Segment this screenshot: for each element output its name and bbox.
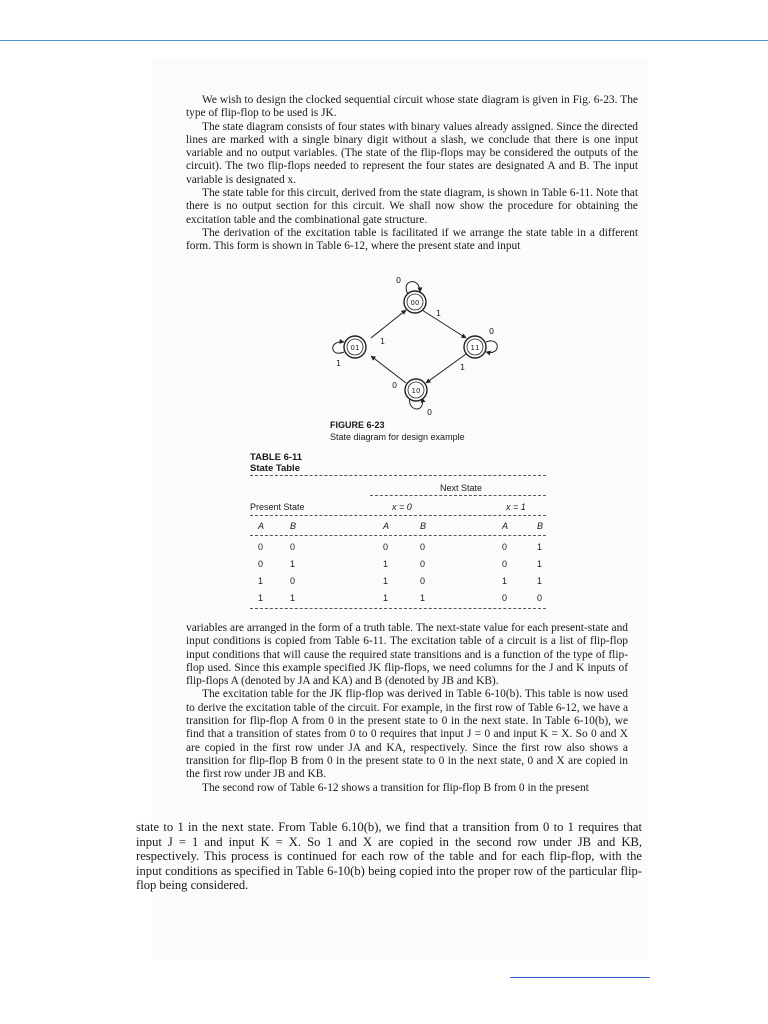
table-cell: 1 <box>502 576 508 586</box>
figure-number: FIGURE 6-23 <box>330 420 385 430</box>
label-11-10: 1 <box>460 363 466 372</box>
label-self-10: 0 <box>427 408 433 417</box>
table-title: State Table <box>250 463 300 474</box>
table-cell: 0 <box>502 559 508 569</box>
x0-header: x = 0 <box>392 502 412 512</box>
table-cell: 0 <box>420 576 426 586</box>
table-cell: 1 <box>383 593 389 603</box>
intro-text <box>186 94 638 254</box>
table-cell: 0 <box>258 559 264 569</box>
next-state-header: Next State <box>440 483 483 493</box>
table-cell: 1 <box>290 593 296 603</box>
table-cell: 0 <box>420 542 426 552</box>
table-cell: 1 <box>290 559 296 569</box>
paragraph: variables are arranged in the form of a truth table. The next-state value for each present-state and input conditions is copied from Table 6-11. The excitation table of a circuit is a list of flip-flop input conditions that will cause the required state transitions and is a function of the type of flip-flop used. Since this example specified JK flip-flops, we need columns for the J and K inputs of flip-flops A (denoted by JA and KA) and B (denoted by JB and KB). <box>186 622 628 688</box>
table-cell: 1 <box>383 559 389 569</box>
col-header-a: A <box>383 521 390 531</box>
self-loop-11 <box>486 341 497 353</box>
body-text <box>186 622 628 795</box>
table-cell: 1 <box>258 576 264 586</box>
paragraph: state to 1 in the next state. From Table 6.10(b), we find that a transition from 0 to 1 requires that input J = 1 and input K = X. So 1 and X are copied in the second row under JB and KB, respectively. This process is continued for each row of the table and for each flip-flop, with the input conditions as specified in Table 6-10(b) being copied into the proper row of the particular flip-flop being considered. <box>136 820 642 893</box>
edge-01-00 <box>371 310 406 338</box>
label-self-11: 0 <box>489 327 495 336</box>
state-node-11 <box>464 336 486 358</box>
state-node-01 <box>344 336 366 358</box>
table-rule <box>250 475 546 476</box>
svg-text:01: 01 <box>350 344 360 352</box>
paragraph: The derivation of the excitation table is facilitated if we arrange the state table in a different form. This form is shown in Table 6-12, where the present state and input <box>186 226 638 253</box>
table-cell: 0 <box>537 593 543 603</box>
table-cell: 0 <box>290 576 296 586</box>
bottom-link-line[interactable] <box>510 977 650 978</box>
x1-header: x = 1 <box>506 502 526 512</box>
col-header-b: B <box>537 521 544 531</box>
label-01-00: 1 <box>380 337 386 346</box>
table-cell: 1 <box>537 576 543 586</box>
state-node-00 <box>404 291 426 313</box>
col-header-a: A <box>258 521 265 531</box>
table-cell: 1 <box>537 559 543 569</box>
label-00-11: 1 <box>436 309 442 318</box>
present-state-header: Present State <box>250 502 305 512</box>
continued-text <box>136 820 642 893</box>
paragraph: We wish to design the clocked sequential circuit whose state diagram is given in Fig. 6-23. The type of flip-flop to be used is JK. <box>186 94 638 120</box>
state-node-10 <box>405 379 427 401</box>
state-table <box>250 475 546 611</box>
table-label: TABLE 6-11 <box>250 452 303 463</box>
edge-10-01 <box>371 356 406 383</box>
table-cell: 1 <box>537 542 543 552</box>
table-caption <box>250 452 302 474</box>
table-cell: 1 <box>383 576 389 586</box>
table-cell: 0 <box>290 542 296 552</box>
paragraph: The excitation table for the JK flip-flop was derived in Table 6-10(b). This table is now used to derive the excitation table of the circuit. For example, in the first row of Table 6-12, we have a transition for flip-flop A from 0 in the present state to 0 in the next state. In Table 6-10(b), we find that a transition of states from 0 to 0 requires that input J = 0 and input K = X. So 0 and X are copied in the first row under JA and KA, respectively. Since the first row also shows a transition for flip-flop B from 0 in the present state to 0 in the next state, 0 and X are copied in the first row under JB and KB. <box>186 688 628 781</box>
svg-text:10: 10 <box>411 387 421 395</box>
label-self-01: 1 <box>336 359 342 368</box>
top-divider-line <box>0 40 768 41</box>
table-cell: 0 <box>383 542 389 552</box>
state-diagram <box>296 270 516 420</box>
table-rule <box>250 515 546 516</box>
paragraph: The state diagram consists of four states with binary values already assigned. Since the directed lines are marked with a single binary digit without a slash, we conclude that there is one input variable and no output variables. (The state of the flip-flops may be considered the outputs of the circuit). The two flip-flops needed to represent the four states are designated A and B. The input variable is designated x. <box>186 120 638 186</box>
col-header-b: B <box>290 521 297 531</box>
label-self-00: 0 <box>396 276 402 285</box>
table-cell: 0 <box>420 559 426 569</box>
self-loop-01 <box>333 342 344 353</box>
svg-text:11: 11 <box>470 344 480 352</box>
paragraph: The state table for this circuit, derived from the state diagram, is shown in Table 6-11. Note that there is no output section for this circuit. We shall now show the procedure for obtaining the excitation table and the combinational gate structure. <box>186 187 638 226</box>
label-10-01: 0 <box>392 381 398 390</box>
figure-caption-text: State diagram for design example <box>330 432 465 442</box>
svg-text:00: 00 <box>410 299 420 307</box>
paragraph: The second row of Table 6-12 shows a transition for flip-flop B from 0 in the present <box>202 781 589 794</box>
table-cell: 1 <box>258 593 264 603</box>
col-header-a: A <box>502 521 509 531</box>
table-cell: 1 <box>420 593 426 603</box>
table-rule <box>250 535 546 536</box>
col-header-b: B <box>420 521 427 531</box>
table-rule <box>370 495 546 496</box>
table-cell: 0 <box>502 542 508 552</box>
edge-00-11 <box>422 310 466 338</box>
figure-caption <box>330 419 465 443</box>
table-cell: 0 <box>258 542 264 552</box>
table-rule <box>250 608 546 609</box>
table-cell: 0 <box>502 593 508 603</box>
